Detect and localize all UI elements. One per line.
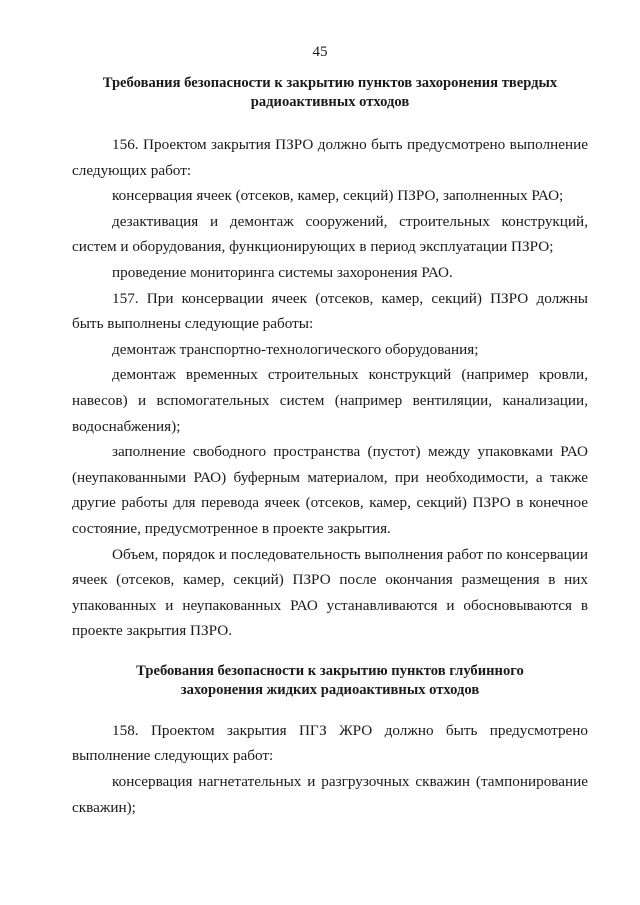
paragraph-list-item: дезактивация и демонтаж сооружений, строительных конструкций, систем и оборудования, функционирующих в период эксплуатации ПЗРО; [72,212,588,256]
paragraph-list-item: демонтаж временных строительных конструкций (например кровли, навесов) и вспомогательных систем (например вентиляции, канализации, водоснабжения); [72,366,588,435]
heading-line: Требования безопасности к закрытию пунктов глубинного [136,662,524,679]
section-heading-liquid-waste [72,662,588,700]
document-body [72,74,588,820]
page-number: 45 [312,44,328,60]
heading-line: радиоактивных отходов [250,94,410,110]
paragraph-scope: Объем, порядок и последовательность выполнения работ по консервации ячеек (отсеков, камер, секций) ПЗРО после окончания размещения в них упакованных и неупакованных РАО устанавливаются и обосновываются в проекте закрытия ПЗРО. [72,545,588,640]
heading-line: Требования безопасности к закрытию пунктов захоронения твердых [102,75,558,91]
paragraph-list-item: консервация нагнетательных и разгрузочных скважин (тампонирование скважин); [72,773,588,816]
paragraph-list-item: проведение мониторинга системы захоронения РАО. [112,263,453,281]
heading-line: захоронения жидких радиоактивных отходов [180,681,480,698]
paragraph-156: 156. Проектом закрытия ПЗРО должно быть предусмотрено выполнение следующих работ: [72,136,588,179]
paragraph-list-item: демонтаж транспортно-технологического оборудования; [112,340,479,358]
paragraph-158: 158. Проектом закрытия ПГЗ ЖРО должно быть предусмотрено выполнение следующих работ: [72,721,588,765]
section-heading-solid-waste [72,74,588,112]
paragraph-list-item: консервация ячеек (отсеков, камер, секций) ПЗРО, заполненных РАО; [112,187,564,205]
paragraph-157: 157. При консервации ячеек (отсеков, камер, секций) ПЗРО должны быть выполнены следующие работы: [72,289,588,333]
paragraph-list-item: заполнение свободного пространства (пустот) между упаковками РАО (неупакованными РАО) буферным материалом, при необходимости, а также другие работы для перевода ячеек (отсеков, камер, секций) ПЗРО в конечное состояние, предусмотренное в проекте закрытия. [72,443,588,537]
